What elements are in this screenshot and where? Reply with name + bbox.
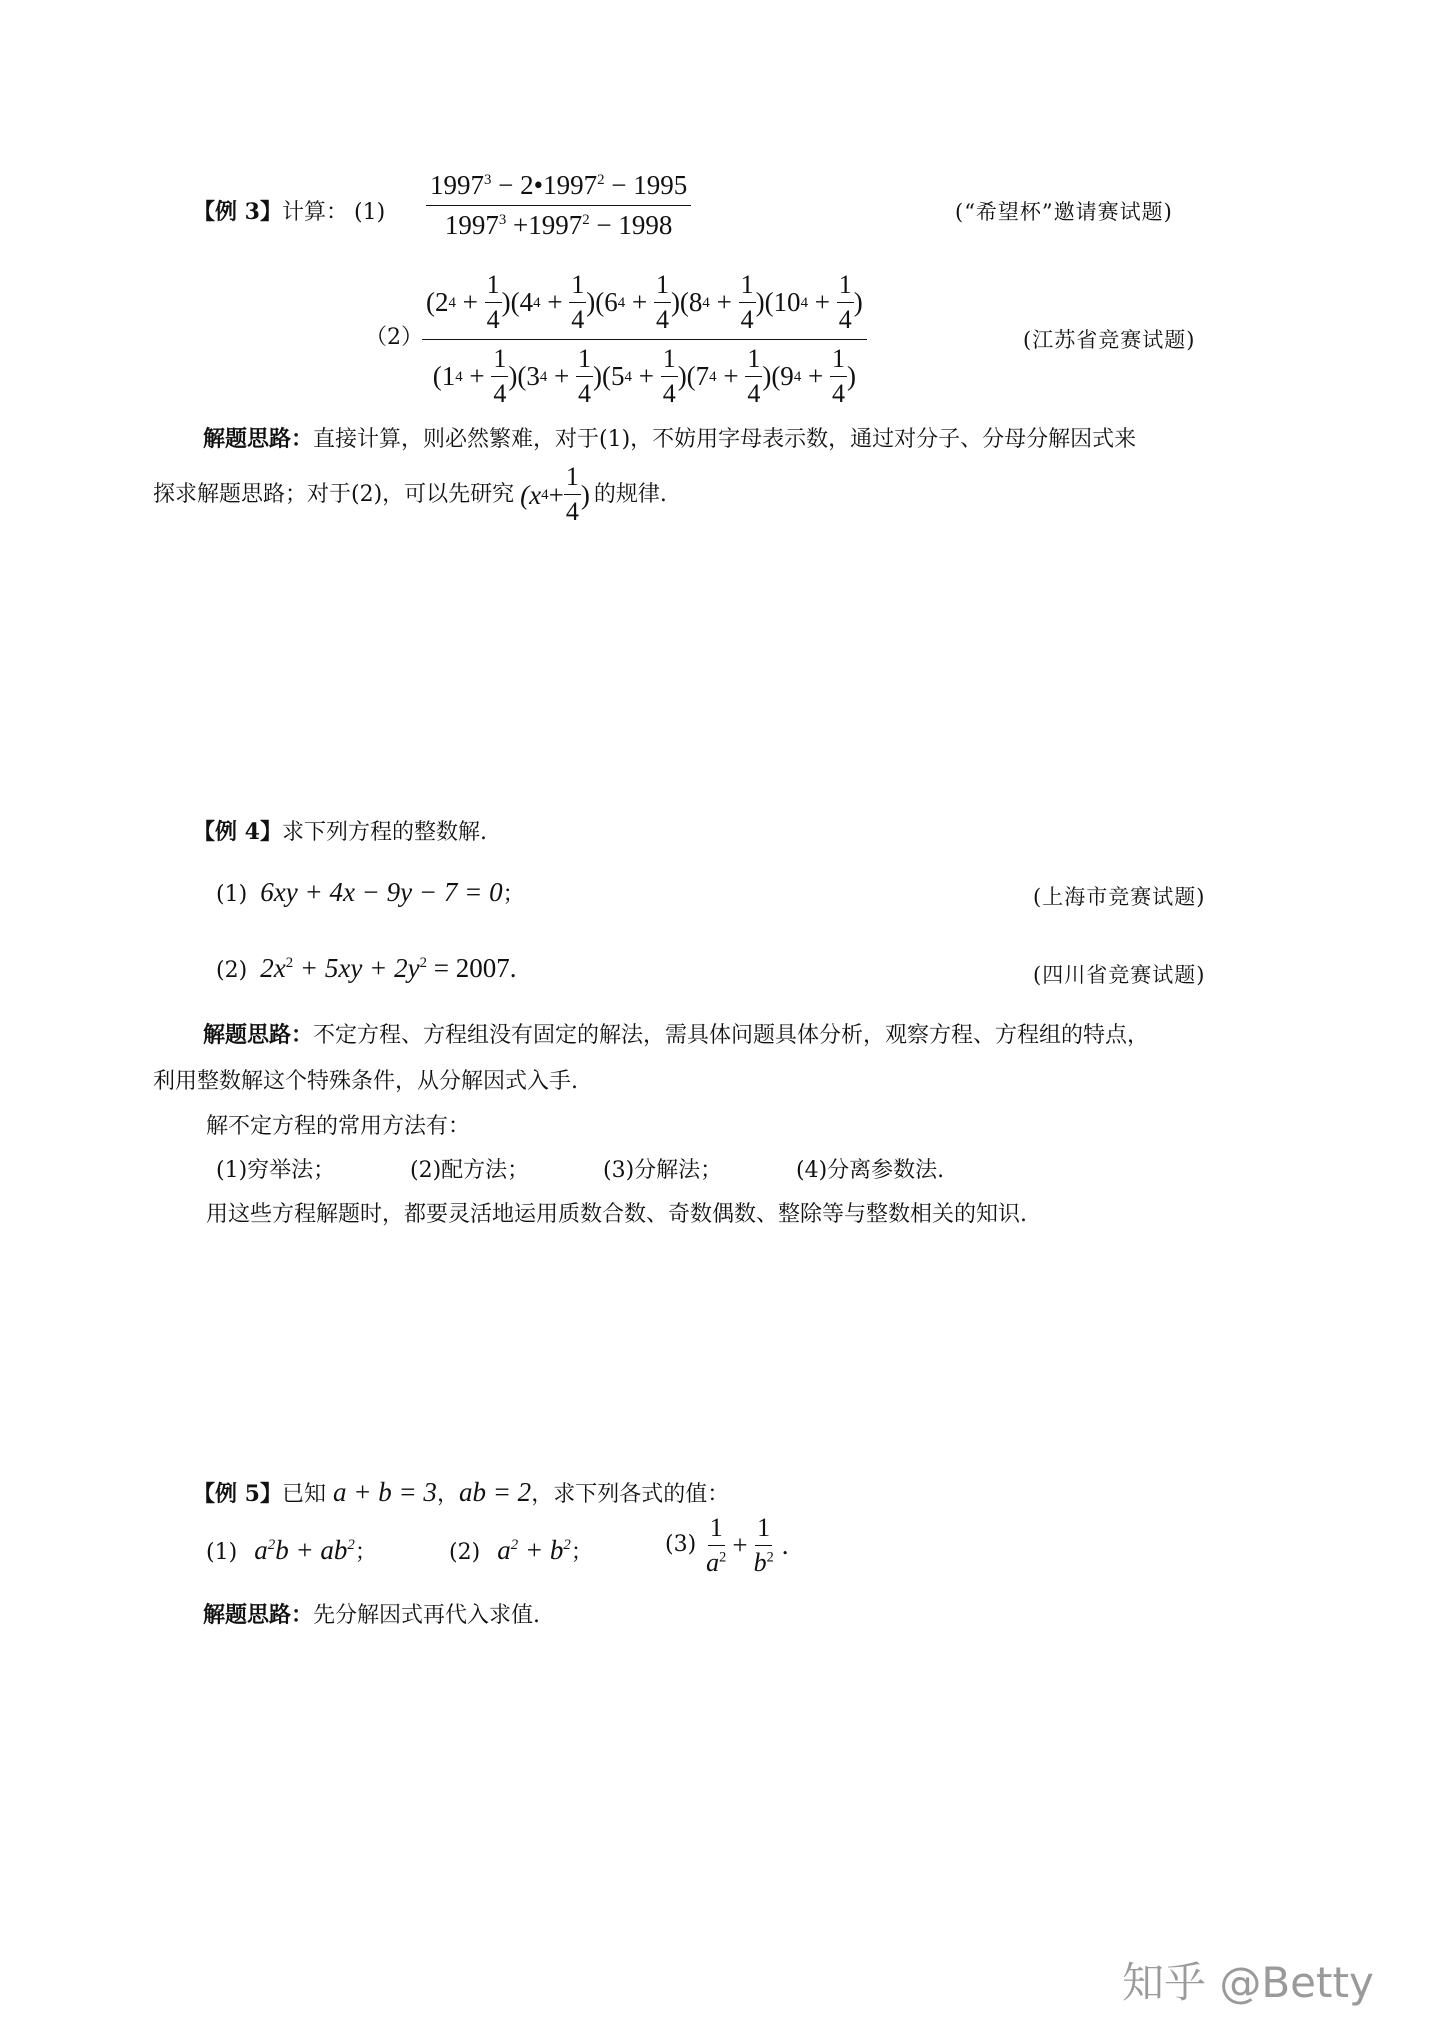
example-5-label: 【例 5】 [193, 1481, 282, 1507]
example-4-heading: 【例 4】求下列方程的整数解. [193, 819, 487, 845]
example-4-note: 用这些方程解题时，都要灵活地运用质数合数、奇数偶数、整除等与整数相关的知识. [206, 1202, 1027, 1227]
example-4-hint-line-1: 解题思路：不定方程、方程组没有固定的解法，需具体问题具体分析，观察方程、方程组的特点， [203, 1022, 1150, 1048]
example-3-part-2-label: （2） [365, 325, 423, 350]
example-4-method-1: (1)穷举法； [216, 1158, 336, 1183]
condition-1: a + b = 3 [332, 1477, 437, 1507]
example-4-methods-title: 解不定方程的常用方法有： [206, 1114, 471, 1139]
example-4-equation-2: (2) $2x^2 + 5xy + 2y^2 = 2007$. [216, 953, 517, 983]
example-3-heading: 【例 3】计算： (1) [193, 199, 386, 225]
fraction-denominator: (1 4 + $\frac{1}{4}$ )(3 4 + $\frac{1}{4}$ )(5 4 + $\frac{1}{4}$ )(7 4 + $\frac{1}{4}$ )(9 4 + $\frac{1}{4}$ ) [432, 344, 856, 408]
example-3-part-1-source: (“希望杯”邀请赛试题) [955, 200, 1173, 224]
example-5-question-3: (3) $\frac{1}{a^2}$ + $\frac{1}{b^2}$ . [665, 1513, 789, 1577]
example-4-equation-2-source: (四川省竞赛试题) [1033, 963, 1206, 987]
condition-2: ab = 2 [458, 1477, 532, 1507]
watermark: 知乎 @Betty [1122, 1958, 1374, 2007]
fraction-numerator: $1997^3$ − $2•1997^2 - 1995$ [426, 170, 691, 206]
example-4-label: 【例 4】 [193, 819, 282, 845]
example-3-hint-line-1: 解题思路：直接计算，则必然繁难，对于(1)，不妨用字母表示数，通过对分子、分母分解因式来 [203, 426, 1137, 452]
example-4-equation-1-source: (上海市竞赛试题) [1033, 885, 1206, 909]
example-3-part-1-fraction [426, 170, 691, 241]
fraction-numerator: (2 4 + $\frac{1}{4}$ )(4 4 + $\frac{1}{4}$ )(6 4 + $\frac{1}{4}$ )(8 4 + $\frac{1}{4}$ )(10 4 + $\frac{1}{4}$ ) [422, 270, 867, 340]
example-4-method-4: (4)分离参数法. [796, 1158, 945, 1183]
hint-label: 解题思路： [203, 426, 314, 452]
hint-label: 解题思路： [203, 1022, 314, 1048]
example-4-method-3: (3)分解法； [603, 1158, 723, 1183]
example-3-part-2-source: (江苏省竞赛试题) [1023, 328, 1196, 352]
example-5-heading: 【例 5】已知 a + b = 3，ab = 2，求下列各式的值： [193, 1477, 730, 1507]
example-5-question-1: (1) $a^2b + ab^2$； [206, 1535, 377, 1565]
example-4-method-2: (2)配方法； [410, 1158, 530, 1183]
example-5-question-2: (2) $a^2 + b^2$； [449, 1535, 593, 1565]
example-4-equation-1: (1) 6xy + 4x − 9y − 7 = 0； [216, 877, 525, 907]
hint-label: 解题思路： [203, 1602, 314, 1628]
fraction-denominator: $1997^3 +1997^2 - 1998$ [444, 210, 673, 240]
example-3-hint-line-2: 探求解题思路；对于(2)，可以先研究 (x 4 + $\frac{1}{4}$ ) 的规律. [153, 462, 667, 526]
example-5-hint: 解题思路：先分解因式再代入求值. [203, 1602, 541, 1628]
example-4-hint-line-2: 利用整数解这个特殊条件，从分解因式入手. [153, 1069, 578, 1094]
example-3-label: 【例 3】 [193, 199, 282, 225]
example-3-part-2-fraction [422, 270, 867, 409]
